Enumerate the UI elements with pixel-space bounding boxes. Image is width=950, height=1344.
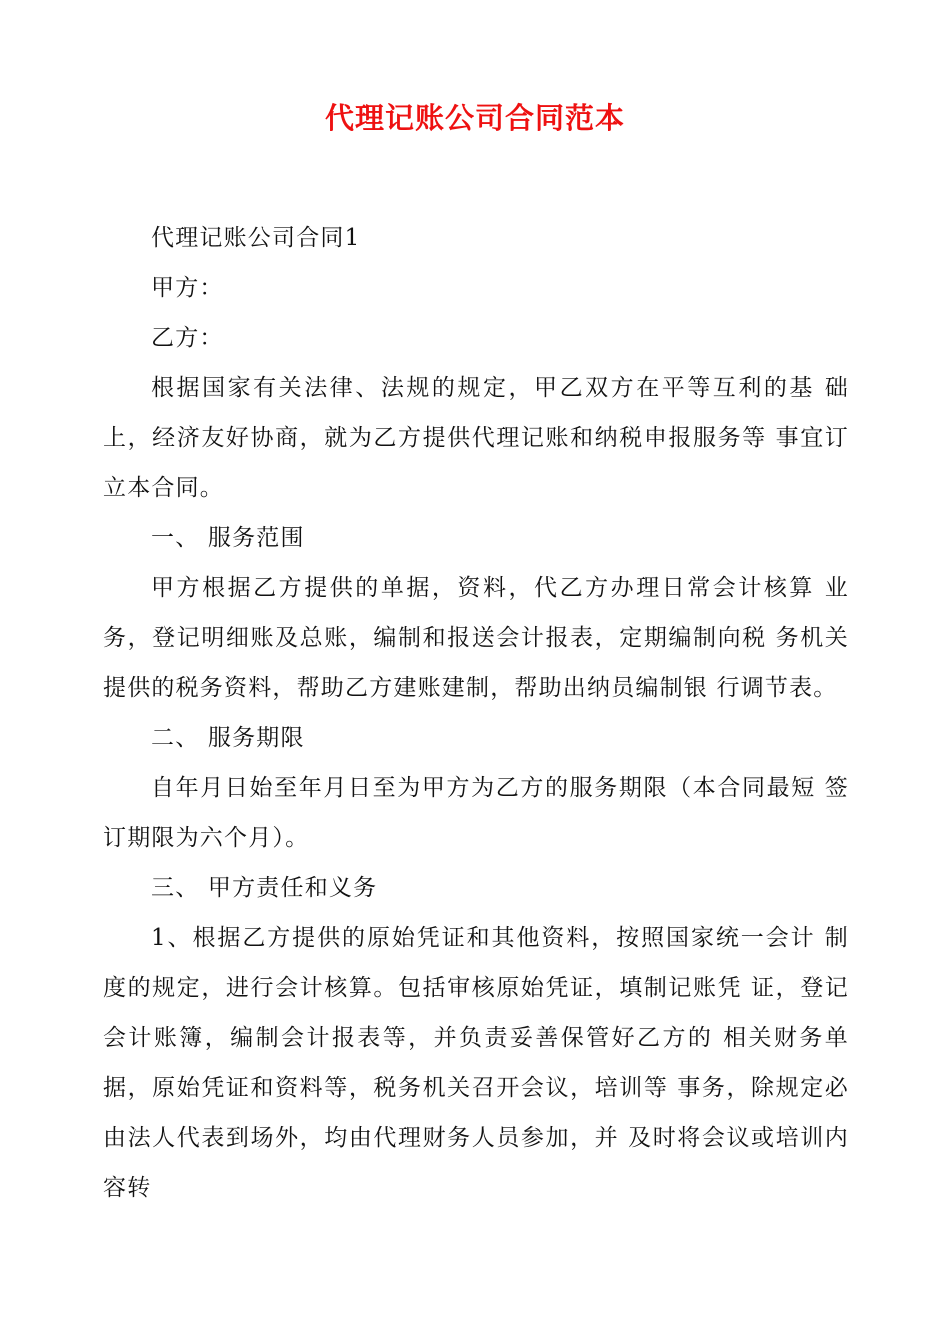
contract-heading: 代理记账公司合同1 bbox=[151, 225, 361, 251]
preamble-paragraph: 根据国家有关法律、法规的规定，甲乙双方在平等互利的基 础上，经济友好协商，就为乙方提供代理记账和纳税申报服务等 事宜订立本合同。 bbox=[103, 375, 849, 501]
obligation-item-1: 1、根据乙方提供的原始凭证和其他资料，按照国家统一会计 制度的规定，进行会计核算。包括审核原始凭证，填制记账凭 证，登记会计账簿，编制会计报表等，并负责妥善保管好乙方的 相关财务单据，原始凭证和资料等，税务机关召开会议，培训等 事务，除规定必由法人代表到场外，均由代理财务人员参加，并 及时将会议或培训内容转 bbox=[103, 925, 849, 1201]
term-paragraph: 自年月日始至年月日至为甲方为乙方的服务期限（本合同最短 签订期限为六个月）。 bbox=[103, 775, 849, 851]
document-title: 代理记账公司合同范本 bbox=[324, 101, 625, 135]
party-b-line: 乙方： bbox=[151, 325, 224, 351]
scope-paragraph: 甲方根据乙方提供的单据，资料，代乙方办理日常会计核算 业务，登记明细账及总账，编制和报送会计报表，定期编制向税 务机关提供的税务资料，帮助乙方建账建制，帮助出纳员编制银 行调节表。 bbox=[103, 575, 849, 701]
section-heading-term: 二、 服务期限 bbox=[151, 725, 305, 751]
party-a-line: 甲方： bbox=[151, 275, 224, 301]
document-body bbox=[103, 213, 849, 1213]
section-heading-obligations: 三、 甲方责任和义务 bbox=[151, 875, 378, 901]
section-heading-scope: 一、 服务范围 bbox=[151, 525, 305, 551]
